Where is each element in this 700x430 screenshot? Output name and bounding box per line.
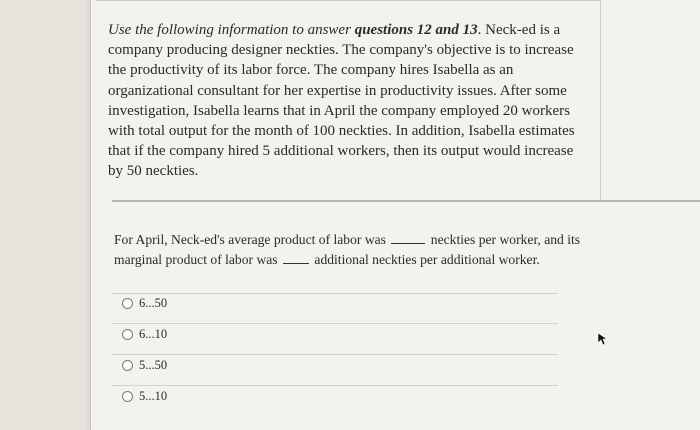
option-3[interactable] — [122, 358, 167, 373]
answer-blank-1 — [391, 231, 425, 244]
option-divider — [112, 385, 558, 386]
radio-button[interactable] — [122, 360, 133, 371]
option-label: 5...50 — [139, 358, 168, 372]
option-divider — [112, 323, 558, 324]
frame-top-border — [96, 0, 600, 1]
question-part-1: For April, Neck-ed's average product of labor was — [114, 232, 386, 247]
passage-question-numbers: questions 12 and 13 — [354, 22, 478, 38]
option-divider — [112, 354, 558, 355]
passage-intro: Use the following information to answer — [108, 22, 355, 38]
answer-blank-2 — [283, 251, 309, 264]
option-1[interactable] — [122, 296, 167, 311]
radio-button[interactable] — [122, 329, 133, 340]
option-divider — [112, 293, 558, 294]
question-passage — [108, 20, 578, 182]
question-part-2: neckties per worker, and its marginal product of labor was — [114, 232, 581, 267]
option-label: 5...10 — [139, 389, 168, 403]
option-label: 6...50 — [139, 296, 168, 310]
radio-button[interactable] — [122, 391, 133, 402]
option-4[interactable] — [122, 389, 167, 404]
question-text — [114, 230, 584, 270]
option-2[interactable] — [122, 327, 167, 342]
frame-right-border — [600, 0, 601, 200]
question-part-3: additional neckties per additional worker. — [314, 252, 540, 267]
passage-body: . Neck-ed is a company producing designer neckties. The company's objective is to increase the productivity of its labor force. The company hires Isabella as an organizational consultant for her expertise in productivity issues. After some investigation, Isabella learns that in April the company employed 20 workers with total output for the month of 100 neckties. In addition, Isabella estimates that if the company hired 5 additional workers, then its output would increase by 50 neckties. — [108, 22, 575, 180]
option-label: 6...10 — [139, 327, 168, 341]
mouse-pointer-icon — [597, 332, 609, 346]
section-divider — [112, 200, 700, 202]
radio-button[interactable] — [122, 298, 133, 309]
